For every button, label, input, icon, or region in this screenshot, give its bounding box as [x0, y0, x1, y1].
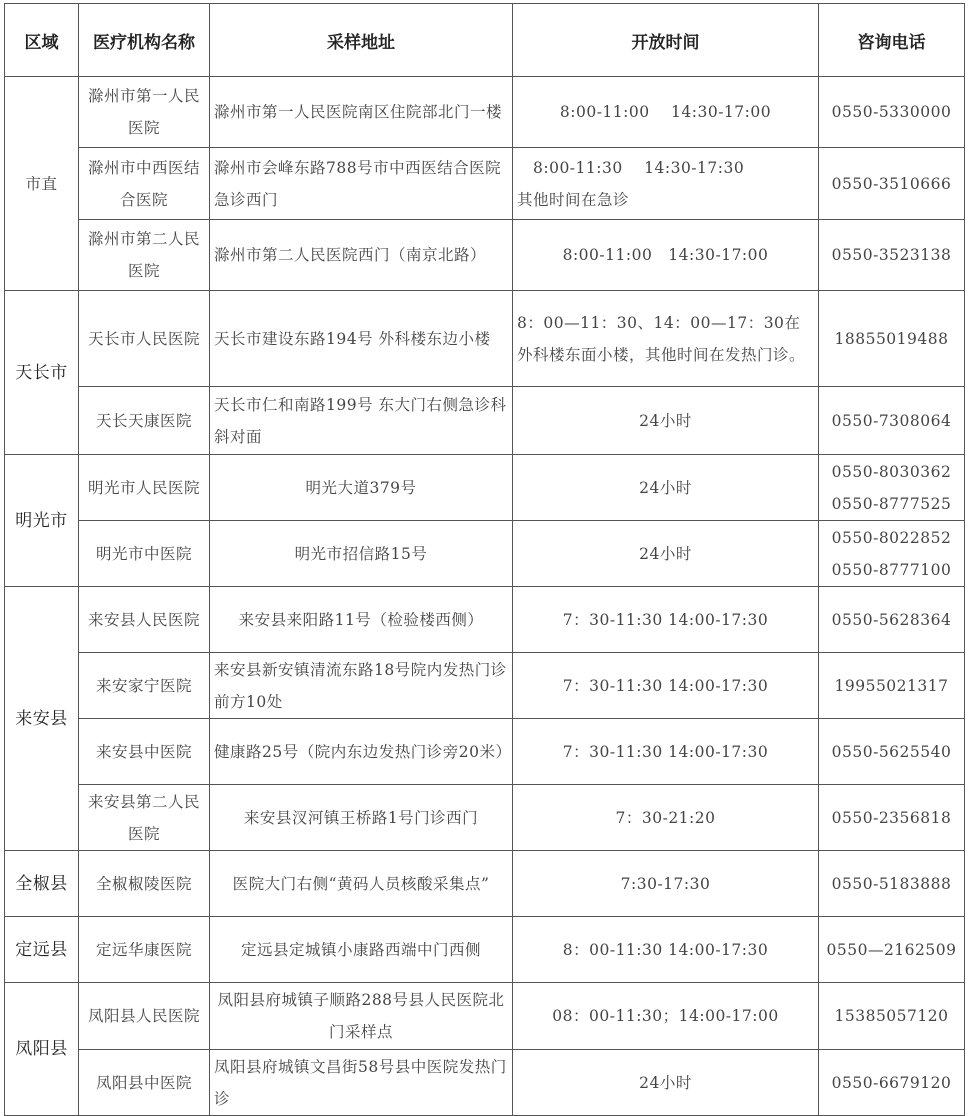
phone-cell: 0550-5628364 — [819, 587, 965, 653]
address-cell: 天长市仁和南路199号 东大门右侧急诊科斜对面 — [210, 387, 513, 455]
table-row — [5, 917, 965, 983]
sampling-sites-table — [4, 3, 965, 1116]
region-cell: 凤阳县 — [5, 983, 79, 1116]
table-row — [5, 291, 965, 387]
table-row — [5, 851, 965, 917]
hospital-cell: 天长市人民医院 — [79, 291, 210, 387]
address-cell: 明光大道379号 — [210, 455, 513, 521]
table-row — [5, 785, 965, 851]
address-cell: 滁州市第一人民医院南区住院部北门一楼 — [210, 77, 513, 148]
region-cell: 明光市 — [5, 455, 79, 587]
hours-cell: 7：30-11:30 14:00-17:30 — [513, 653, 819, 719]
phone-cell — [819, 521, 965, 587]
region-cell: 定远县 — [5, 917, 79, 983]
table-row — [5, 148, 965, 220]
header-region: 区域 — [5, 4, 79, 77]
hospital-cell: 天长天康医院 — [79, 387, 210, 455]
address-cell: 来安县汊河镇王桥路1号门诊西门 — [210, 785, 513, 851]
hours-cell: 8：00-11:30 14:00-17:30 — [513, 917, 819, 983]
region-cell: 市直 — [5, 77, 79, 291]
hospital-cell: 滁州市第一人民医院 — [79, 77, 210, 148]
hospital-cell: 来安县中医院 — [79, 719, 210, 785]
hours-cell: 24小时 — [513, 1050, 819, 1116]
phone-line: 0550-8022852 — [831, 528, 952, 547]
hospital-cell: 明光市人民医院 — [79, 455, 210, 521]
phone-cell: 0550—2162509 — [819, 917, 965, 983]
address-cell: 来安县新安镇清流东路18号院内发热门诊前方10处 — [210, 653, 513, 719]
phone-cell: 0550-6679120 — [819, 1050, 965, 1116]
hospital-cell: 定远华康医院 — [79, 917, 210, 983]
address-cell: 天长市建设东路194号 外科楼东边小楼 — [210, 291, 513, 387]
address-cell: 健康路25号（院内东边发热门诊旁20米） — [210, 719, 513, 785]
table-row — [5, 77, 965, 148]
table-row — [5, 220, 965, 291]
hours-cell: 8:00-11:30 14:30-17:30 其他时间在急诊 — [513, 148, 819, 220]
address-cell: 滁州市会峰东路788号市中西医结合医院急诊西门 — [210, 148, 513, 220]
region-cell: 全椒县 — [5, 851, 79, 917]
hours-cell: 8:00-11:00 14:30-17:00 — [513, 77, 819, 148]
hours-cell: 7：30-11:30 14:00-17:30 — [513, 587, 819, 653]
address-cell: 滁州市第二人民医院西门（南京北路） — [210, 220, 513, 291]
header-hospital: 医疗机构名称 — [79, 4, 210, 77]
phone-cell: 0550-5183888 — [819, 851, 965, 917]
hospital-cell: 凤阳县人民医院 — [79, 983, 210, 1050]
header-row — [5, 4, 965, 77]
hospital-cell: 凤阳县中医院 — [79, 1050, 210, 1116]
header-phone: 咨询电话 — [819, 4, 965, 77]
hours-cell: 24小时 — [513, 387, 819, 455]
phone-line: 0550-8777525 — [831, 494, 952, 513]
phone-cell: 0550-3523138 — [819, 220, 965, 291]
address-cell: 明光市招信路15号 — [210, 521, 513, 587]
header-address: 采样地址 — [210, 4, 513, 77]
hospital-cell: 全椒椒陵医院 — [79, 851, 210, 917]
hospital-cell: 来安县人民医院 — [79, 587, 210, 653]
table-row — [5, 983, 965, 1050]
address-cell: 医院大门右侧“黄码人员核酸采集点” — [210, 851, 513, 917]
phone-cell: 0550-5330000 — [819, 77, 965, 148]
phone-line: 0550-8777100 — [831, 560, 952, 579]
phone-cell: 19955021317 — [819, 653, 965, 719]
table-row — [5, 719, 965, 785]
table-row — [5, 587, 965, 653]
phone-cell — [819, 455, 965, 521]
hours-cell: 08：00-11:30；14:00-17:00 — [513, 983, 819, 1050]
table-row — [5, 455, 965, 521]
region-cell: 来安县 — [5, 587, 79, 851]
table-row — [5, 521, 965, 587]
hours-cell: 8:00-11:00 14:30-17:00 — [513, 220, 819, 291]
table-row — [5, 387, 965, 455]
phone-cell: 0550-3510666 — [819, 148, 965, 220]
hours-cell: 24小时 — [513, 455, 819, 521]
hours-cell: 7：30-21:20 — [513, 785, 819, 851]
address-cell: 凤阳县府城镇文昌街58号县中医院发热门诊 — [210, 1050, 513, 1116]
phone-cell: 0550-7308064 — [819, 387, 965, 455]
phone-line: 0550-8030362 — [831, 462, 952, 481]
hours-cell: 7：30-11:30 14:00-17:30 — [513, 719, 819, 785]
phone-cell: 0550-5625540 — [819, 719, 965, 785]
hours-cell: 24小时 — [513, 521, 819, 587]
hours-cell: 8：00—11：30、14：00—17：30在外科楼东面小楼，其他时间在发热门诊。 — [513, 291, 819, 387]
phone-cell: 15385057120 — [819, 983, 965, 1050]
hospital-cell: 来安县第二人民医院 — [79, 785, 210, 851]
address-cell: 定远县定城镇小康路西端中门西侧 — [210, 917, 513, 983]
address-cell: 来安县来阳路11号（检验楼西侧） — [210, 587, 513, 653]
hospital-cell: 来安家宁医院 — [79, 653, 210, 719]
phone-cell: 18855019488 — [819, 291, 965, 387]
phone-cell: 0550-2356818 — [819, 785, 965, 851]
table-row — [5, 653, 965, 719]
table-row — [5, 1050, 965, 1116]
header-hours: 开放时间 — [513, 4, 819, 77]
address-cell: 凤阳县府城镇子顺路288号县人民医院北门采样点 — [210, 983, 513, 1050]
hospital-cell: 滁州市中西医结合医院 — [79, 148, 210, 220]
hospital-cell: 滁州市第二人民医院 — [79, 220, 210, 291]
hospital-cell: 明光市中医院 — [79, 521, 210, 587]
hours-cell: 7:30-17:30 — [513, 851, 819, 917]
region-cell: 天长市 — [5, 291, 79, 455]
